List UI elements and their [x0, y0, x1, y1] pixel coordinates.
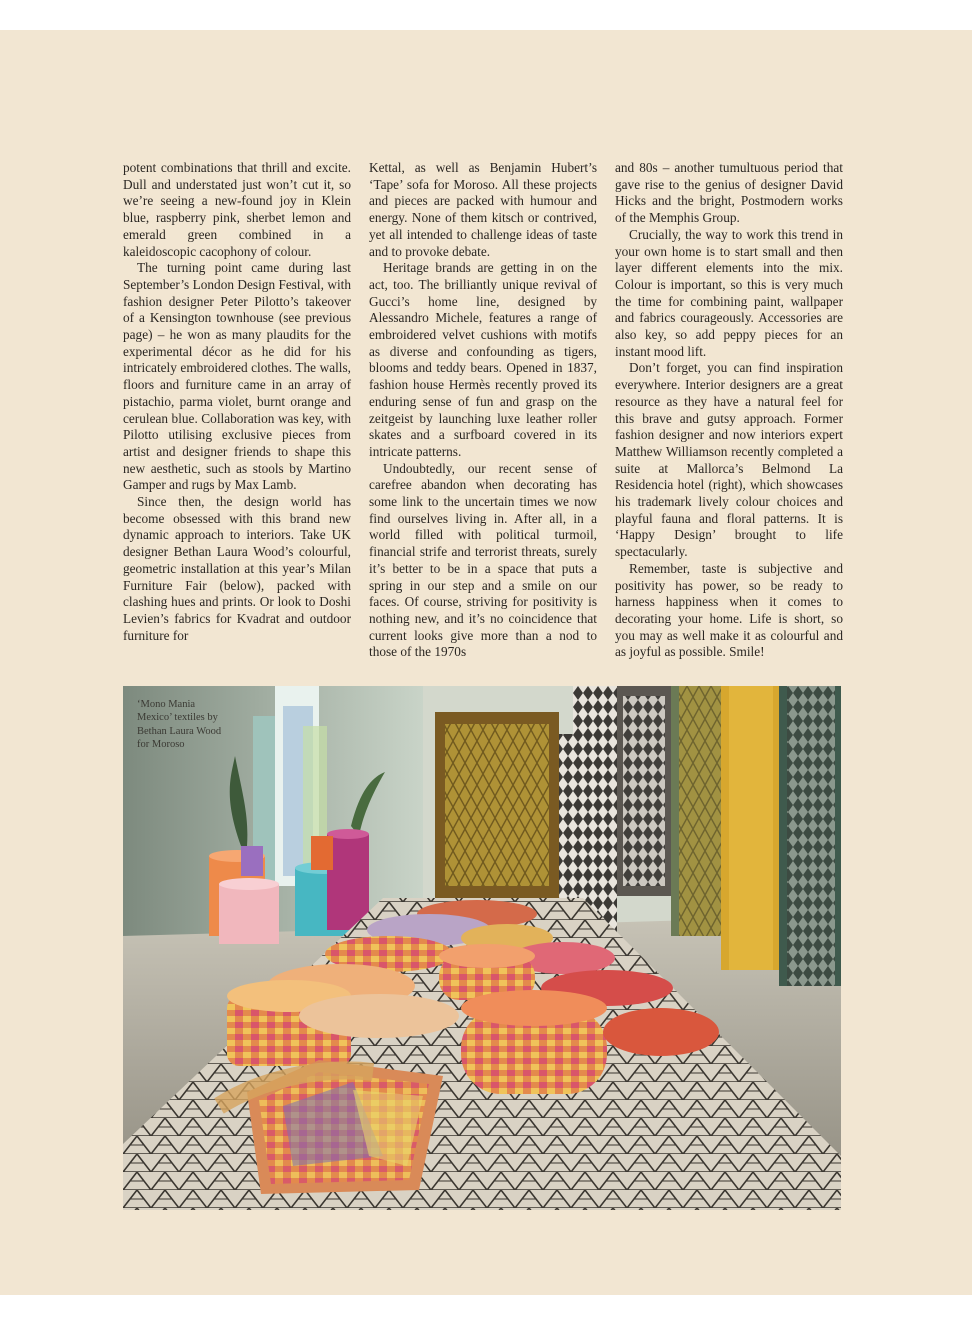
- paragraph: Kettal, as well as Benjamin Hubert’s ‘Tape’ sofa for Moroso. All these projects and pieces are packed with humour and energy. None of them kitsch or contrived, yet all intended to challenge ideas of taste and to provoke debate.: [369, 160, 597, 259]
- installation-photo: [123, 686, 841, 1210]
- paragraph: Since then, the design world has become obsessed with this brand new dynamic approach to interiors. Take UK designer Bethan Laura Wood’s colourful, geometric installation at this year’s Milan Furniture Fair (below), packed with clashing hues and prints. Or look to Doshi Levien’s fabrics for Kvadrat and outdoor furniture for: [123, 494, 351, 643]
- photo-caption: ‘Mono Mania Mexico’ textiles by Bethan Laura Wood for Moroso: [137, 699, 222, 751]
- text-column-1: [123, 160, 351, 644]
- paragraph: Remember, taste is subjective and positivity has power, so be ready to harness happiness when it comes to decorating your home. Life is short, so you may as well make it as colourful and as joyful as possible. Smile!: [615, 560, 843, 660]
- paragraph: Don’t forget, you can find inspiration everywhere. Interior designers are a great resource as they have a natural feel for this brave and gutsy approach. Former fashion designer and now interiors expert Matthew Williamson recently completed a suite at Mallorca’s Belmond La Residencia hotel (right), which showcases his trademark lively colour choices and playful fauna and floral patterns. It is ‘Happy Design’ brought to life spectacularly.: [615, 360, 843, 560]
- text-column-3: [615, 160, 843, 661]
- text-column-2: [369, 160, 597, 661]
- paragraph: The turning point came during last September’s London Design Festival, with fashion designer Peter Pilotto’s takeover of a Kensington townhouse (see previous page) – he won as many plaudits for the experimental décor as he did for his intricately embroidered clothes. The walls, floors and furniture came in an array of pistachio, parma violet, burnt orange and cerulean blue. Collaboration was key, with Pilotto utilising exclusive pieces from artist and designer friends to shape this new aesthetic, such as stools by Martino Gamper and rugs by Max Lamb.: [123, 260, 351, 493]
- paragraph: potent combinations that thrill and excite. Dull and understated just won’t cut it, so we’re seeing a new-found joy in Klein blue, raspberry pink, sherbet lemon and emerald green combined in a kaleidoscopic cacophony of colour.: [123, 160, 351, 259]
- magazine-page: [0, 30, 972, 1295]
- photo-illustration: [123, 686, 841, 1210]
- paragraph: Crucially, the way to work this trend in your own home is to start small and then layer different elements into the mix. Colour is important, so this is very much the time for combining paint, wallpaper and fabrics courageously. Accessories are also key, so add peppy pieces for an instant mood lift.: [615, 226, 843, 359]
- paragraph: and 80s – another tumultuous period that gave rise to the genius of designer David Hicks and the bright, Postmodern works of the Memphis Group.: [615, 160, 843, 226]
- paragraph: Heritage brands are getting in on the act, too. The brilliantly unique revival of Gucci’s home line, designed by Alessandro Michele, features a range of embroidered velvet cushions with motifs as diverse and confounding as tigers, blooms and teddy bears. Opened in 1837, fashion house Hermès recently proved its enduring sense of fun and grasp on the zeitgeist by launching luxe leather roller skates and a surfboard covered in its intricate patterns.: [369, 260, 597, 459]
- paragraph: Undoubtedly, our recent sense of carefree abandon when decorating has some link to the uncertain times we now find ourselves living in. After all, in a world filled with political turmoil, financial strife and terrorist threats, surely it’s better to be in a space that puts a spring in our step and a smile on our faces. Of course, striving for positivity is nothing new, and it’s no coincidence that current looks give more than a nod to those of the 1970s: [369, 460, 597, 660]
